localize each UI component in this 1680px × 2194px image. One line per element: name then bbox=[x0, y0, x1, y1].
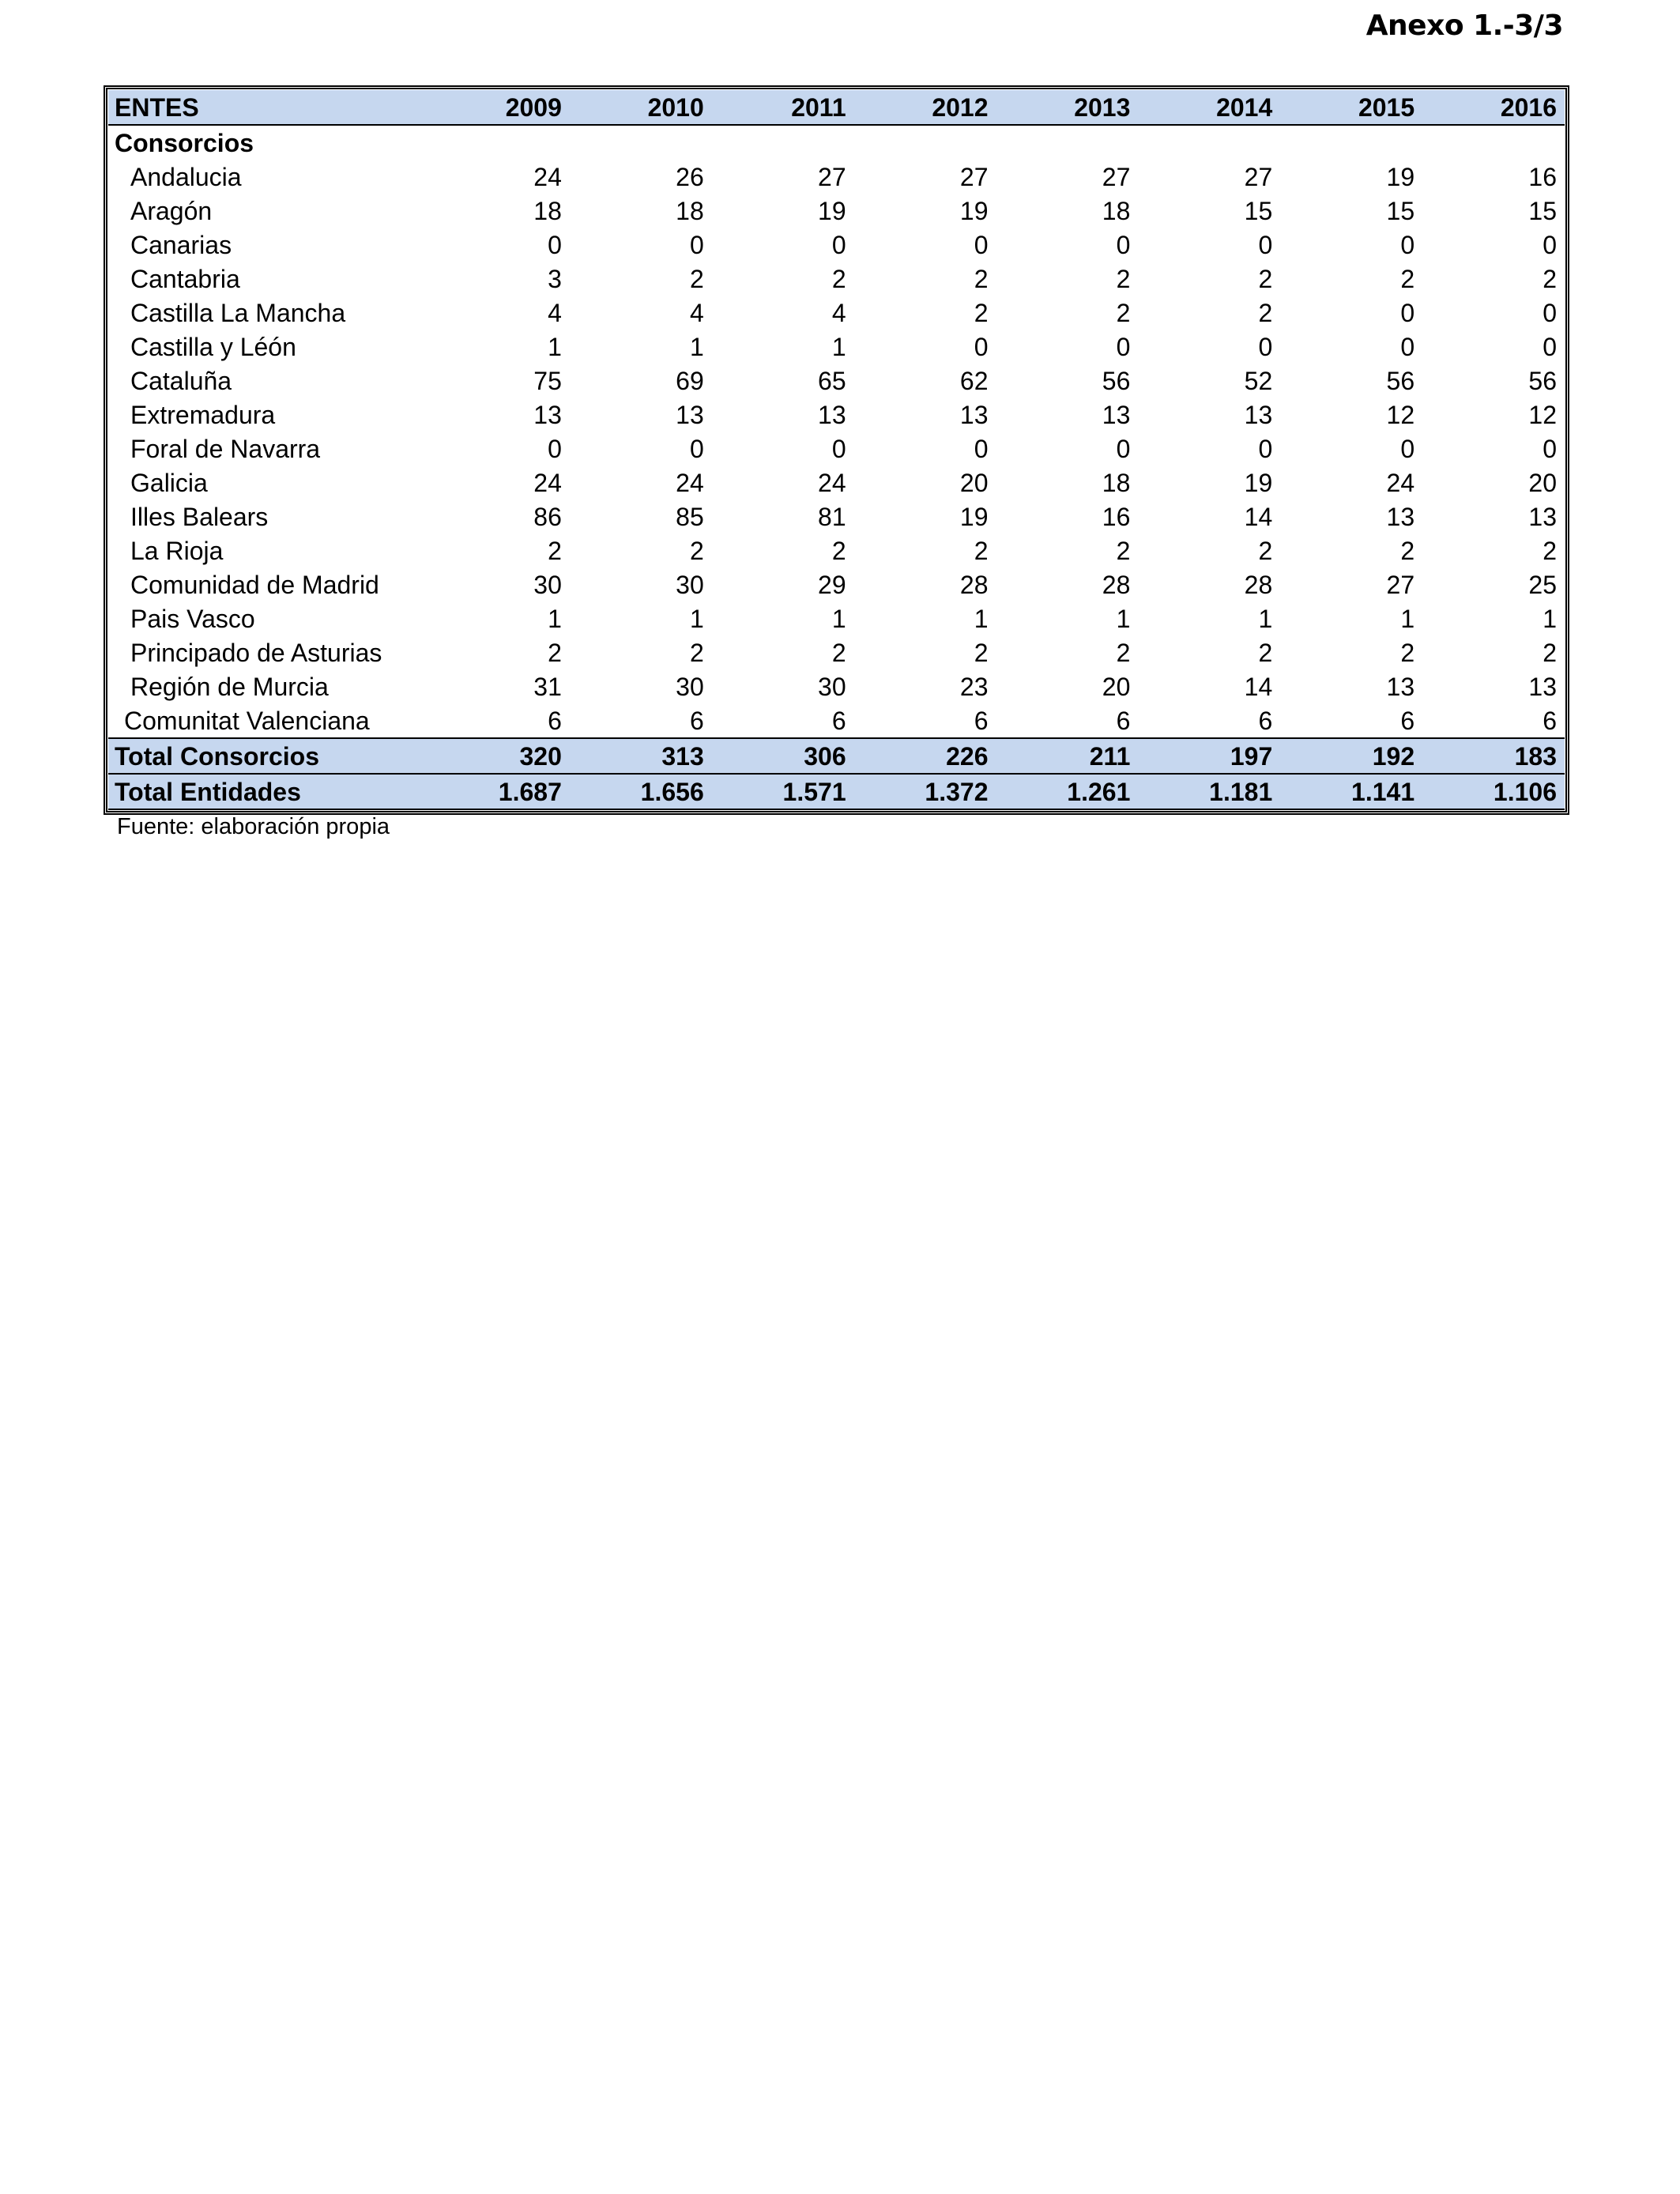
table-cell: 18 bbox=[1102, 468, 1131, 497]
table-cell: 20 bbox=[1102, 672, 1131, 701]
table-cell: 24 bbox=[533, 468, 562, 497]
table-cell: 0 bbox=[974, 332, 989, 361]
table-cell: 16 bbox=[1102, 502, 1131, 531]
table-header-row bbox=[108, 90, 1565, 125]
table-cell: 27 bbox=[1102, 162, 1131, 191]
table-cell: 4 bbox=[689, 298, 704, 327]
table-cell: 19 bbox=[818, 196, 846, 225]
row-label: Galicia bbox=[130, 468, 208, 497]
table-cell: 0 bbox=[689, 230, 704, 259]
table-cell: 19 bbox=[1244, 468, 1273, 497]
header-year: 2015 bbox=[1280, 90, 1422, 125]
row-label: Castilla La Mancha bbox=[130, 298, 346, 327]
table-cell: 28 bbox=[959, 570, 989, 599]
header-year: 2011 bbox=[712, 90, 854, 125]
table-cell: 0 bbox=[1543, 434, 1557, 463]
table-cell: 6 bbox=[548, 706, 562, 735]
table-row bbox=[108, 703, 1565, 738]
row-label: Andalucia bbox=[130, 162, 242, 191]
table-cell: 30 bbox=[533, 570, 562, 599]
table-cell: 13 bbox=[959, 400, 989, 429]
table-cell: 2 bbox=[1258, 298, 1273, 327]
table-cell: 1.106 bbox=[1422, 774, 1565, 809]
table-cell: 56 bbox=[1528, 366, 1557, 395]
table-cell: 2 bbox=[1116, 638, 1131, 667]
table-cell: 28 bbox=[1244, 570, 1273, 599]
row-label: Canarias bbox=[130, 230, 232, 259]
table-cell: 0 bbox=[974, 434, 989, 463]
table-cell: 1.656 bbox=[570, 774, 712, 809]
table-cell: 30 bbox=[676, 672, 704, 701]
row-label: Comunitat Valenciana bbox=[124, 706, 370, 735]
table-cell: 1 bbox=[1258, 604, 1273, 633]
table-cell: 27 bbox=[818, 162, 846, 191]
table-cell: 30 bbox=[676, 570, 704, 599]
table-cell: 86 bbox=[533, 502, 562, 531]
table-cell: 313 bbox=[570, 738, 712, 774]
table-cell: 2 bbox=[1116, 536, 1131, 565]
table-cell: 0 bbox=[1543, 298, 1557, 327]
annex-label: Anexo 1.-3/3 bbox=[1365, 9, 1563, 42]
table-cell: 2 bbox=[689, 264, 704, 293]
table-row bbox=[108, 533, 1565, 567]
header-year: 2013 bbox=[996, 90, 1139, 125]
table-cell: 2 bbox=[1543, 638, 1557, 667]
table-cell: 1 bbox=[831, 332, 846, 361]
row-label: Cataluña bbox=[130, 366, 232, 395]
table-cell: 23 bbox=[959, 672, 989, 701]
table-cell: 13 bbox=[1528, 672, 1557, 701]
table-cell: 306 bbox=[712, 738, 854, 774]
table-cell: 1 bbox=[831, 604, 846, 633]
table-cell: 14 bbox=[1244, 502, 1273, 531]
table-cell: 75 bbox=[533, 366, 562, 395]
table-cell: 2 bbox=[1258, 638, 1273, 667]
table-cell: 2 bbox=[1116, 264, 1131, 293]
table-cell: 2 bbox=[1400, 638, 1415, 667]
table-cell: 6 bbox=[1543, 706, 1557, 735]
table-cell: 31 bbox=[533, 672, 562, 701]
table-cell: 6 bbox=[1400, 706, 1415, 735]
table-cell: 0 bbox=[831, 230, 846, 259]
table-cell: 1 bbox=[1543, 604, 1557, 633]
row-label: La Rioja bbox=[130, 536, 224, 565]
table-cell: 27 bbox=[959, 162, 989, 191]
table-row bbox=[108, 160, 1565, 194]
row-label: Extremadura bbox=[130, 400, 276, 429]
table-cell: 0 bbox=[689, 434, 704, 463]
table-cell: 56 bbox=[1386, 366, 1415, 395]
table-cell: 2 bbox=[1258, 536, 1273, 565]
table-cell: 1 bbox=[689, 604, 704, 633]
row-label: Foral de Navarra bbox=[130, 434, 321, 463]
table-cell: 62 bbox=[959, 366, 989, 395]
table-row bbox=[108, 432, 1565, 466]
row-label: Total Entidades bbox=[108, 774, 428, 809]
table-cell: 192 bbox=[1280, 738, 1422, 774]
table-cell: 14 bbox=[1244, 672, 1273, 701]
header-year: 2012 bbox=[854, 90, 996, 125]
table-cell: 6 bbox=[689, 706, 704, 735]
row-label: Illes Balears bbox=[130, 502, 269, 531]
header-year: 2009 bbox=[428, 90, 570, 125]
table-cell: 2 bbox=[689, 536, 704, 565]
table-cell: 18 bbox=[1102, 196, 1131, 225]
table-cell: 19 bbox=[959, 502, 989, 531]
table-row bbox=[108, 499, 1565, 533]
total-row bbox=[108, 738, 1565, 774]
table-row bbox=[108, 228, 1565, 262]
table-cell: 27 bbox=[1386, 570, 1415, 599]
table-cell: 1.687 bbox=[428, 774, 570, 809]
table-cell: 226 bbox=[854, 738, 996, 774]
table-cell: 12 bbox=[1528, 400, 1557, 429]
table-cell: 0 bbox=[1258, 332, 1273, 361]
table-cell: 0 bbox=[1400, 434, 1415, 463]
table-cell: 13 bbox=[1386, 502, 1415, 531]
table-cell: 6 bbox=[974, 706, 989, 735]
table-cell: 26 bbox=[676, 162, 704, 191]
table-row bbox=[108, 466, 1565, 499]
table-row bbox=[108, 601, 1565, 635]
table-cell: 0 bbox=[1116, 230, 1131, 259]
row-label: Cantabria bbox=[130, 264, 240, 293]
table-cell: 2 bbox=[1400, 536, 1415, 565]
table-cell: 13 bbox=[1102, 400, 1131, 429]
table-cell: 0 bbox=[1116, 332, 1131, 361]
table-cell: 2 bbox=[689, 638, 704, 667]
table-cell: 65 bbox=[818, 366, 846, 395]
table-cell: 13 bbox=[1528, 502, 1557, 531]
table-cell: 1.372 bbox=[854, 774, 996, 809]
table-cell: 0 bbox=[1258, 434, 1273, 463]
table-cell: 56 bbox=[1102, 366, 1131, 395]
table-cell: 6 bbox=[1258, 706, 1273, 735]
table-cell: 0 bbox=[1543, 332, 1557, 361]
table-cell: 15 bbox=[1528, 196, 1557, 225]
table-cell: 0 bbox=[1116, 434, 1131, 463]
table-row bbox=[108, 635, 1565, 669]
table-cell: 30 bbox=[818, 672, 846, 701]
table-cell: 2 bbox=[974, 638, 989, 667]
table-cell: 13 bbox=[818, 400, 846, 429]
row-label: Aragón bbox=[130, 196, 213, 225]
table-cell: 19 bbox=[1386, 162, 1415, 191]
table-body bbox=[108, 125, 1565, 809]
table-cell: 2 bbox=[1543, 536, 1557, 565]
table-cell: 0 bbox=[1400, 298, 1415, 327]
table-cell: 211 bbox=[996, 738, 1139, 774]
row-label: Región de Murcia bbox=[130, 672, 329, 701]
header-year: 2014 bbox=[1138, 90, 1280, 125]
table-cell: 19 bbox=[959, 196, 989, 225]
table-cell: 0 bbox=[831, 434, 846, 463]
table-cell: 0 bbox=[1400, 230, 1415, 259]
table-row bbox=[108, 194, 1565, 228]
table-cell: 16 bbox=[1528, 162, 1557, 191]
table-cell: 13 bbox=[1386, 672, 1415, 701]
table-cell: 1.141 bbox=[1280, 774, 1422, 809]
table-row bbox=[108, 296, 1565, 330]
table-cell: 1.181 bbox=[1138, 774, 1280, 809]
row-label: Pais Vasco bbox=[130, 604, 255, 633]
section-label: Consorcios bbox=[115, 128, 254, 157]
table-cell: 0 bbox=[1400, 332, 1415, 361]
table-cell: 6 bbox=[1116, 706, 1131, 735]
row-label: Castilla y Léón bbox=[130, 332, 296, 361]
table-cell: 6 bbox=[831, 706, 846, 735]
table-cell: 24 bbox=[676, 468, 704, 497]
table-cell: 1 bbox=[1400, 604, 1415, 633]
table-cell: 20 bbox=[959, 468, 989, 497]
table-cell: 1.261 bbox=[996, 774, 1139, 809]
table-row bbox=[108, 398, 1565, 432]
table-cell: 183 bbox=[1422, 738, 1565, 774]
data-table-frame bbox=[104, 85, 1569, 815]
table-cell: 4 bbox=[548, 298, 562, 327]
table-cell: 0 bbox=[974, 230, 989, 259]
table-cell: 2 bbox=[974, 536, 989, 565]
entities-table bbox=[108, 90, 1565, 810]
table-cell: 28 bbox=[1102, 570, 1131, 599]
table-cell: 69 bbox=[676, 366, 704, 395]
table-cell: 25 bbox=[1528, 570, 1557, 599]
table-cell: 320 bbox=[428, 738, 570, 774]
table-cell: 3 bbox=[548, 264, 562, 293]
row-label: Total Consorcios bbox=[108, 738, 428, 774]
table-cell: 15 bbox=[1244, 196, 1273, 225]
table-cell: 85 bbox=[676, 502, 704, 531]
table-cell: 27 bbox=[1244, 162, 1273, 191]
table-cell: 2 bbox=[548, 536, 562, 565]
table-cell: 2 bbox=[831, 536, 846, 565]
table-cell: 24 bbox=[818, 468, 846, 497]
header-entes: ENTES bbox=[108, 90, 428, 125]
table-cell: 0 bbox=[548, 230, 562, 259]
table-cell: 13 bbox=[676, 400, 704, 429]
table-cell: 1 bbox=[974, 604, 989, 633]
row-label: Comunidad de Madrid bbox=[130, 570, 379, 599]
table-cell: 13 bbox=[533, 400, 562, 429]
header-year: 2010 bbox=[570, 90, 712, 125]
table-cell: 2 bbox=[974, 298, 989, 327]
table-cell: 12 bbox=[1386, 400, 1415, 429]
table-cell: 2 bbox=[974, 264, 989, 293]
total-row bbox=[108, 774, 1565, 809]
table-cell: 2 bbox=[548, 638, 562, 667]
table-cell: 2 bbox=[1400, 264, 1415, 293]
table-cell: 24 bbox=[533, 162, 562, 191]
header-year: 2016 bbox=[1422, 90, 1565, 125]
table-row bbox=[108, 364, 1565, 398]
table-cell: 4 bbox=[831, 298, 846, 327]
table-cell: 197 bbox=[1138, 738, 1280, 774]
source-note: Fuente: elaboración propia bbox=[117, 814, 390, 839]
row-label: Principado de Asturias bbox=[130, 638, 382, 667]
table-cell: 2 bbox=[1258, 264, 1273, 293]
table-row bbox=[108, 669, 1565, 703]
section-row bbox=[108, 125, 1565, 160]
table-row bbox=[108, 330, 1565, 364]
table-cell: 81 bbox=[818, 502, 846, 531]
table-row bbox=[108, 262, 1565, 296]
table-cell: 1 bbox=[1116, 604, 1131, 633]
table-cell: 24 bbox=[1386, 468, 1415, 497]
table-row bbox=[108, 567, 1565, 601]
table-cell: 18 bbox=[676, 196, 704, 225]
table-cell: 29 bbox=[818, 570, 846, 599]
table-cell: 2 bbox=[831, 638, 846, 667]
table-cell: 18 bbox=[533, 196, 562, 225]
table-cell: 2 bbox=[831, 264, 846, 293]
table-cell: 1.571 bbox=[712, 774, 854, 809]
table-cell: 0 bbox=[1543, 230, 1557, 259]
table-cell: 20 bbox=[1528, 468, 1557, 497]
table-cell: 52 bbox=[1244, 366, 1273, 395]
table-cell: 15 bbox=[1386, 196, 1415, 225]
table-cell: 13 bbox=[1244, 400, 1273, 429]
table-cell: 1 bbox=[548, 604, 562, 633]
table-cell: 1 bbox=[548, 332, 562, 361]
table-cell: 1 bbox=[689, 332, 704, 361]
table-cell: 0 bbox=[548, 434, 562, 463]
table-cell: 0 bbox=[1258, 230, 1273, 259]
table-cell: 2 bbox=[1116, 298, 1131, 327]
table-cell: 2 bbox=[1543, 264, 1557, 293]
